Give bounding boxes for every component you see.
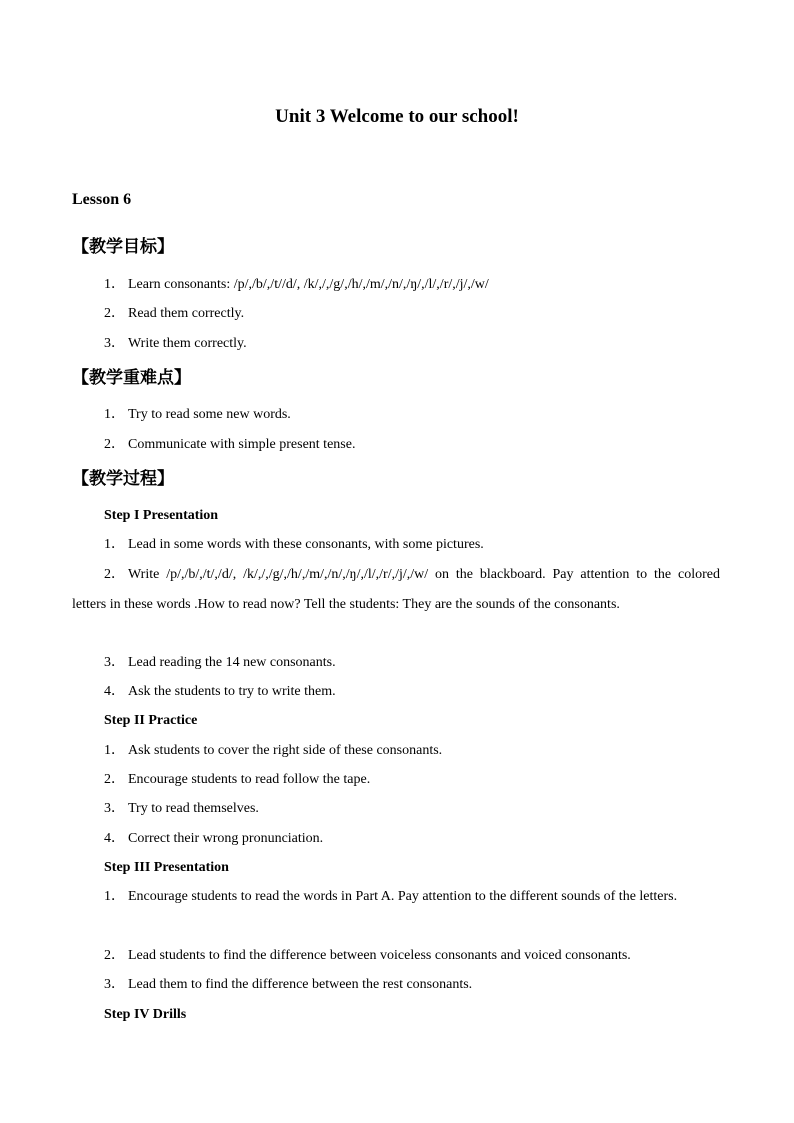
step-item-text: Ask the students to try to write them. — [128, 684, 336, 699]
step-item-number: 1． — [104, 743, 125, 758]
step-title: Step III Presentation — [104, 860, 229, 875]
key-point-item — [104, 436, 355, 454]
goal-item — [104, 305, 244, 323]
goal-item-text: Learn consonants: /p/,/b/,/t//d/, /k/,/,/g/,/h/,/m/,/n/,/ŋ/,/l/,/r/,/j/,/w/ — [128, 277, 489, 292]
document-title: Unit 3 Welcome to our school! — [275, 106, 519, 127]
key-point-number: 1． — [104, 407, 125, 422]
step-item-number: 3． — [104, 801, 125, 816]
step-item-number: 4． — [104, 684, 125, 699]
step-item — [104, 830, 323, 848]
key-points-heading: 【教学重难点】 — [72, 368, 191, 388]
goal-item-number: 3． — [104, 336, 125, 351]
step-item — [104, 742, 442, 760]
step-item-text: Lead students to find the difference between voiceless consonants and voiced consonants. — [128, 948, 631, 963]
step-item-number: 3． — [104, 655, 125, 670]
step-item-text: Correct their wrong pronunciation. — [128, 831, 324, 846]
step-item — [104, 800, 259, 818]
key-point-item — [104, 406, 291, 424]
goal-item-number: 2． — [104, 306, 125, 321]
step-item-text: Write /p/,/b/,/t/,/d/, /k/,/,/g/,/h/,/m/,/n/,/ŋ/,/l/,/r/,/j/,/w/ on the blackboard. Pay attention to the colored letters in these words .How to read now? Tell the students: They are the sounds of the consonants. — [72, 567, 720, 612]
key-point-text: Try to read some new words. — [128, 407, 291, 422]
step-item-number: 3． — [104, 977, 125, 992]
step-item-paragraph — [72, 560, 720, 619]
goal-item — [104, 335, 247, 353]
step-item-number: 2． — [104, 948, 125, 963]
step-item-text: Ask students to cover the right side of these consonants. — [128, 743, 443, 758]
step-title: Step II Practice — [104, 713, 198, 728]
step-item-text: Lead in some words with these consonants, with some pictures. — [128, 537, 484, 552]
step-title: Step IV Drills — [104, 1007, 187, 1022]
goals-heading: 【教学目标】 — [72, 237, 174, 257]
step-item — [104, 947, 631, 965]
step-title: Step I Presentation — [104, 508, 219, 523]
step-item-number: 2． — [104, 567, 125, 582]
goal-item-number: 1． — [104, 277, 125, 292]
step-item — [104, 654, 336, 672]
step-item-number: 1． — [104, 537, 125, 552]
step-item — [104, 683, 336, 701]
step-item-text: Encourage students to read follow the tape. — [128, 772, 371, 787]
step-item — [104, 976, 472, 994]
step-item-text: Lead them to find the difference between the rest consonants. — [128, 977, 473, 992]
step-item — [104, 536, 484, 554]
step-item-paragraph — [72, 882, 720, 912]
step-item-text: Encourage students to read the words in Part A. Pay attention to the different sounds of the letters. — [128, 889, 678, 904]
key-point-number: 2． — [104, 437, 125, 452]
lesson-heading: Lesson 6 — [72, 191, 132, 208]
step-item-text: Lead reading the 14 new consonants. — [128, 655, 336, 670]
step-item-number: 4． — [104, 831, 125, 846]
process-heading: 【教学过程】 — [72, 469, 174, 489]
key-point-text: Communicate with simple present tense. — [128, 437, 356, 452]
goal-item — [104, 276, 489, 294]
goal-item-text: Read them correctly. — [128, 306, 245, 321]
step-item — [104, 771, 370, 789]
step-item-number: 2． — [104, 772, 125, 787]
step-item-number: 1． — [104, 889, 125, 904]
step-item-text: Try to read themselves. — [128, 801, 259, 816]
goal-item-text: Write them correctly. — [128, 336, 247, 351]
